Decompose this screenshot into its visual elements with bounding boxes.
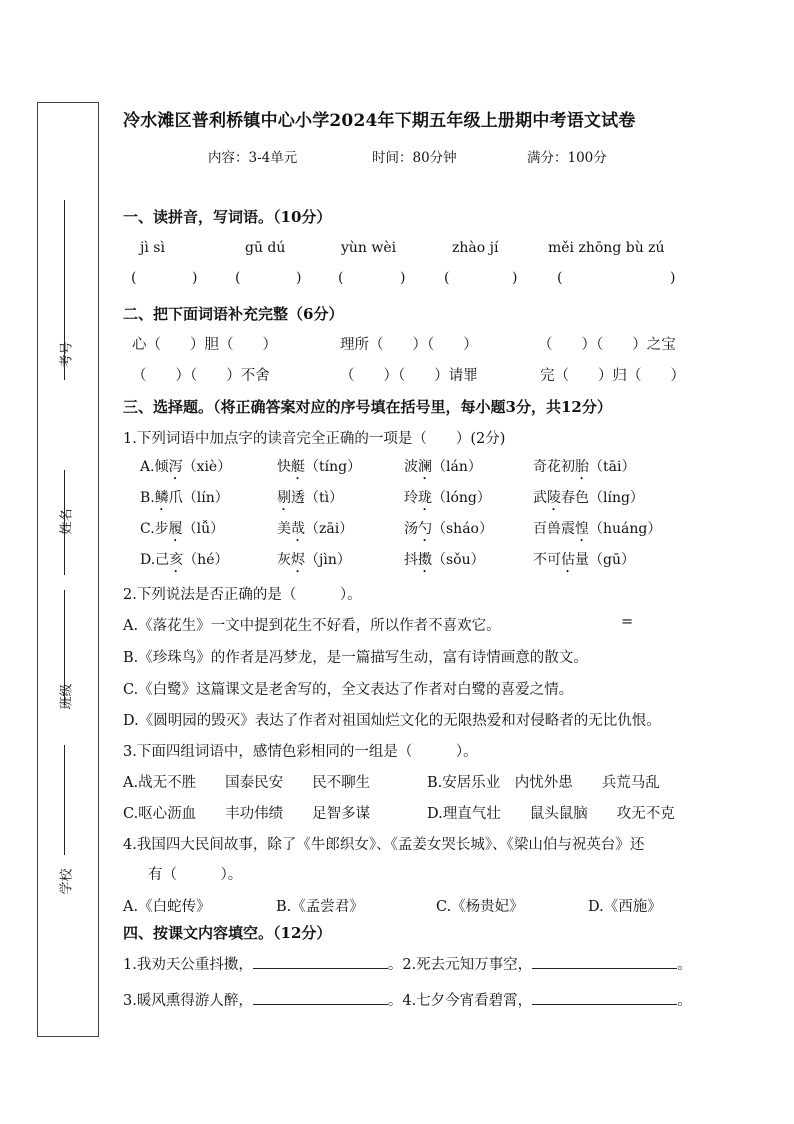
- pinyin-2: gū dú: [245, 240, 286, 256]
- fill-word-6[interactable]: 完（ ）归（ ）: [540, 368, 685, 384]
- poem-blank-1[interactable]: [253, 954, 388, 969]
- section-4-heading: 四、按课文内容填空。（12分）: [123, 924, 332, 942]
- exam-score: 满分：100分: [527, 150, 607, 166]
- q4-option-b[interactable]: B.《孟尝君》: [276, 899, 364, 915]
- q2-option-b[interactable]: B.《珍珠鸟》的作者是冯梦龙，是一篇描写生动，富有诗情画意的散文。: [123, 650, 588, 666]
- school-label: 学校: [59, 868, 75, 895]
- poem-fill-line-2: 3.暖风熏得游人醉， 。4.七夕今宵看碧霄， 。: [123, 989, 692, 1010]
- q2-option-a[interactable]: A.《落花生》一文中提到花生不好看，所以作者不喜欢它。: [123, 618, 501, 634]
- fill-word-4[interactable]: （ ）（ ）不舍: [132, 368, 270, 384]
- q1-option-c-1[interactable]: C.步履（lǚ）: [140, 521, 225, 537]
- poem-fill-line-1: 1.我劝天公重抖擞， 。2.死去元知万事空， 。: [123, 953, 692, 974]
- q2-stem: 2.下列说法是否正确的是（ ）。: [123, 587, 362, 603]
- answer-box-2[interactable]: (: [235, 270, 241, 286]
- school-line: [64, 745, 65, 855]
- answer-box-3[interactable]: (: [338, 270, 344, 286]
- exam-time: 时间：80分钟: [372, 150, 457, 166]
- q2-stray-mark: =: [621, 614, 634, 630]
- q1-option-a-1[interactable]: A.倾泻（xiè）: [140, 459, 232, 475]
- q4-option-a[interactable]: A.《白蛇传》: [123, 899, 211, 915]
- answer-box-1-close: ): [192, 270, 198, 286]
- pinyin-5: měi zhōng bù zú: [548, 240, 665, 256]
- pinyin-4: zhào jí: [452, 240, 499, 256]
- q1-option-c-2: 美哉（zāi）: [277, 521, 354, 537]
- q4-stem-line-2: 有（ ）。: [148, 867, 243, 883]
- q1-option-d-3: 抖擞（sǒu）: [404, 552, 485, 568]
- q4-option-d[interactable]: D.《西施》: [588, 899, 662, 915]
- fill-word-2[interactable]: 理所（ ）（ ）: [340, 337, 478, 353]
- q3-option-d[interactable]: D.理直气壮 鼠头鼠脑 攻无不克: [427, 806, 675, 822]
- q2-option-c[interactable]: C.《白鹭》这篇课文是老舍写的，全文表达了作者对白鹭的喜爱之情。: [123, 682, 574, 698]
- exam-content: 内容：3-4单元: [208, 150, 298, 166]
- poem-blank-4[interactable]: [532, 990, 677, 1005]
- answer-box-4[interactable]: (: [444, 270, 450, 286]
- fill-word-3[interactable]: （ ）（ ）之宝: [538, 337, 676, 353]
- answer-box-2-close: ): [296, 270, 302, 286]
- q1-option-c-4: 百兽震惶（huáng）: [533, 521, 662, 537]
- q1-option-d-4: 不可估量（gū）: [533, 552, 635, 568]
- poem-blank-2[interactable]: [532, 954, 677, 969]
- name-label: 姓名: [59, 508, 75, 535]
- answer-box-5-close: ): [670, 270, 676, 286]
- section-1-heading: 一、读拼音，写词语。（10分）: [123, 208, 332, 226]
- q1-option-b-3: 玲珑（lóng）: [404, 490, 491, 506]
- q1-option-d-2: 灰烬（jìn）: [277, 552, 351, 568]
- pinyin-3: yùn wèi: [341, 240, 397, 256]
- q1-option-a-2: 快艇（tíng）: [277, 459, 362, 475]
- q3-option-a[interactable]: A.战无不胜 国泰民安 民不聊生: [123, 775, 371, 791]
- q1-option-b-2: 剔透（tì）: [277, 490, 344, 506]
- q2-option-d[interactable]: D.《圆明园的毁灭》表达了作者对祖国灿烂文化的无限热爱和对侵略者的无比仇恨。: [123, 713, 661, 729]
- q3-stem: 3.下面四组词语中，感情色彩相同的一组是（ ）。: [123, 744, 478, 760]
- q3-option-b[interactable]: B.安居乐业 内忧外患 兵荒马乱: [427, 775, 660, 791]
- q1-option-a-3: 波澜（lán）: [404, 459, 482, 475]
- poem-blank-3[interactable]: [253, 990, 388, 1005]
- q1-option-c-3: 汤勺（sháo）: [404, 521, 493, 537]
- binding-margin-frame: [37, 102, 99, 1037]
- exam-title: 冷水滩区普利桥镇中心小学2024年下期五年级上册期中考语文试卷: [123, 111, 636, 131]
- q3-option-c[interactable]: C.呕心沥血 丰功伟绩 足智多谋: [123, 806, 371, 822]
- pinyin-1: jì sì: [140, 240, 165, 256]
- exam-no-label: 考号: [59, 341, 75, 368]
- q1-option-a-4: 奇花初胎（tāi）: [533, 459, 636, 475]
- fill-word-5[interactable]: （ ）（ ）请罪: [340, 368, 478, 384]
- fill-word-1[interactable]: 心（ ）胆（ ）: [132, 337, 277, 353]
- q1-option-d-1[interactable]: D.己亥（hé）: [140, 552, 229, 568]
- q1-option-b-4: 武陵春色（líng）: [533, 490, 644, 506]
- answer-box-1[interactable]: (: [131, 270, 137, 286]
- q1-stem: 1.下列词语中加点字的读音完全正确的一项是（ ）(2分): [123, 431, 506, 447]
- q1-option-b-1[interactable]: B.鳞爪（lín）: [140, 490, 229, 506]
- q4-option-c[interactable]: C.《杨贵妃》: [436, 899, 524, 915]
- class-label: 班级: [59, 683, 75, 710]
- answer-box-4-close: ): [512, 270, 518, 286]
- answer-box-5[interactable]: (: [557, 270, 563, 286]
- section-3-heading: 三、选择题。（将正确答案对应的序号填在括号里，每小题3分，共12分）: [123, 398, 612, 416]
- answer-box-3-close: ): [400, 270, 406, 286]
- q4-stem-line-1: 4.我国四大民间故事，除了《牛郎织女》、《孟姜女哭长城》、《梁山伯与祝英台》还: [123, 837, 645, 853]
- section-2-heading: 二、把下面词语补充完整（6分）: [123, 305, 344, 323]
